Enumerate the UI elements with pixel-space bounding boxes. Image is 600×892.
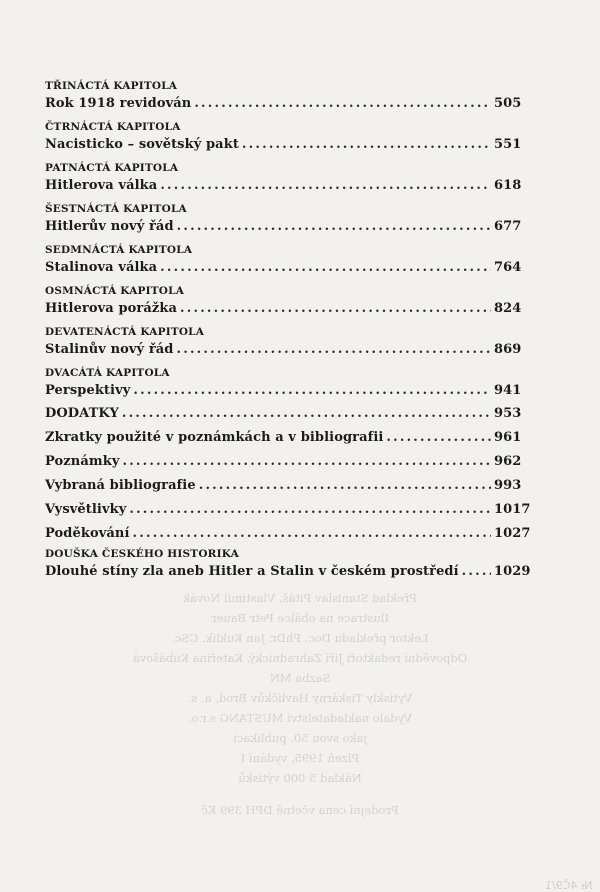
toc-chapter-18 <box>45 284 520 319</box>
page-number: 764 <box>494 260 522 275</box>
imprint-line: Prodejní cena včetně DPH 399 Kč <box>201 803 399 817</box>
toc-chapter-20 <box>45 366 520 401</box>
page-number: 551 <box>494 137 522 152</box>
imprint-line: Vytiskly Tiskárny Havlíčkův Brod, a. s. <box>187 691 413 705</box>
chapter-label: SEDMNÁCTÁ KAPITOLA <box>45 244 193 256</box>
page-number: 618 <box>494 178 522 193</box>
entry-title: Vybraná bibliografie <box>45 478 196 493</box>
dot-leader <box>122 451 491 472</box>
dot-leader <box>160 175 491 196</box>
toc-entry <box>45 216 520 237</box>
page-number: 962 <box>494 454 522 469</box>
page-number: 505 <box>494 96 522 111</box>
toc-entry <box>45 298 520 319</box>
page-number: 941 <box>494 383 522 398</box>
entry-title: Poděkování <box>45 526 130 541</box>
entry-title: Nacisticko – sovětský pakt <box>45 137 239 152</box>
dot-leader <box>199 475 491 496</box>
chapter-label: TŘINÁCTÁ KAPITOLA <box>45 80 178 92</box>
dot-leader <box>462 561 491 582</box>
entry-title: Hitlerova válka <box>45 178 158 193</box>
toc-entry <box>45 403 520 424</box>
toc-entry <box>45 561 531 582</box>
dot-leader <box>177 339 492 360</box>
chapter-label: OSMNÁCTÁ KAPITOLA <box>45 285 185 297</box>
imprint-line: Odpovědní redaktoři Jiří Zahradnický, Kateřina Kubášová <box>132 651 468 665</box>
imprint-line: Náklad 5 000 výtisků <box>238 771 362 785</box>
dot-leader <box>180 298 491 319</box>
toc-entry <box>45 451 520 472</box>
dot-leader <box>133 380 491 401</box>
table-of-contents <box>45 79 531 584</box>
imprint-line: Vydalo nakladatelství MUSTANG s.r.o. <box>188 711 412 725</box>
toc-entry <box>45 475 520 496</box>
toc-chapter-15 <box>45 161 520 196</box>
imprint-line: jako svou 50. publikaci <box>233 731 367 745</box>
toc-chapter-19 <box>45 325 520 360</box>
toc-entry <box>45 175 520 196</box>
page-number: 677 <box>494 219 522 234</box>
toc-chapter-13 <box>45 79 520 114</box>
toc-entry <box>45 427 520 448</box>
chapter-label: DEVATENÁCTÁ KAPITOLA <box>45 326 205 338</box>
entry-title: Hitlerova porážka <box>45 301 178 316</box>
entry-title: DODATKY <box>45 406 119 421</box>
dot-leader <box>177 216 491 237</box>
dot-leader <box>242 134 491 155</box>
toc-chapter-14 <box>45 120 520 155</box>
dot-leader <box>133 523 491 544</box>
toc-entry <box>45 257 520 278</box>
imprint-line: Sazba MN <box>269 671 331 685</box>
chapter-label: ŠESTNÁCTÁ KAPITOLA <box>45 203 187 215</box>
page-number: 961 <box>494 430 522 445</box>
toc-entry <box>45 134 520 155</box>
imprint-line: Plzeň 1995, vydání I <box>240 751 360 765</box>
entry-title: Rok 1918 revidován <box>45 96 192 111</box>
page-number: 1017 <box>494 502 531 517</box>
page-number: 824 <box>494 301 522 316</box>
chapter-label: ČTRNÁCTÁ KAPITOLA <box>45 121 181 133</box>
page-number: 953 <box>494 406 522 421</box>
entry-title: Poznámky <box>45 454 120 469</box>
toc-entry <box>45 523 531 544</box>
toc-appendix <box>45 403 531 544</box>
entry-title: Stalinův nový řád <box>45 342 174 357</box>
entry-title: Dlouhé stíny zla aneb Hitler a Stalin v českém prostředí <box>45 564 459 579</box>
chapter-label: PATNÁCTÁ KAPITOLA <box>45 162 179 174</box>
dot-leader <box>129 499 491 520</box>
chapter-label: DOUŠKA ČESKÉHO HISTORIKA <box>45 548 239 560</box>
dot-leader <box>194 93 491 114</box>
entry-title: Perspektivy <box>45 383 131 398</box>
entry-title: Zkratky použité v poznámkách a v bibliografii <box>45 430 384 445</box>
imprint-line: Lektor překladu Doc. PhDr. Jan Kuklík, CSc. <box>171 631 429 645</box>
toc-entry <box>45 339 520 360</box>
entry-title: Stalinova válka <box>45 260 158 275</box>
imprint-line: Překlad Stanislav Pitáš, Vlastimil Novák <box>183 591 417 605</box>
chapter-label: DVACÁTÁ KAPITOLA <box>45 367 170 379</box>
imprint-show-through <box>120 588 480 820</box>
toc-entry <box>45 380 520 401</box>
page-number: 993 <box>494 478 522 493</box>
toc-entry <box>45 93 520 114</box>
page-number: 1027 <box>494 526 531 541</box>
imprint-line: Ilustrace na obálce Petr Bauer <box>211 611 389 625</box>
toc-entry <box>45 499 531 520</box>
entry-title: Vysvětlivky <box>45 502 127 517</box>
page-number: 869 <box>494 342 522 357</box>
toc-chapter-17 <box>45 243 520 278</box>
dot-leader <box>122 403 491 424</box>
toc-chapter-16 <box>45 202 520 237</box>
dot-leader <box>160 257 491 278</box>
entry-title: Hitlerův nový řád <box>45 219 174 234</box>
page-number: 1029 <box>494 564 531 579</box>
toc-afterword <box>45 547 531 582</box>
stamp-mark: № 4Č9/1 <box>544 879 592 892</box>
dot-leader <box>386 427 491 448</box>
